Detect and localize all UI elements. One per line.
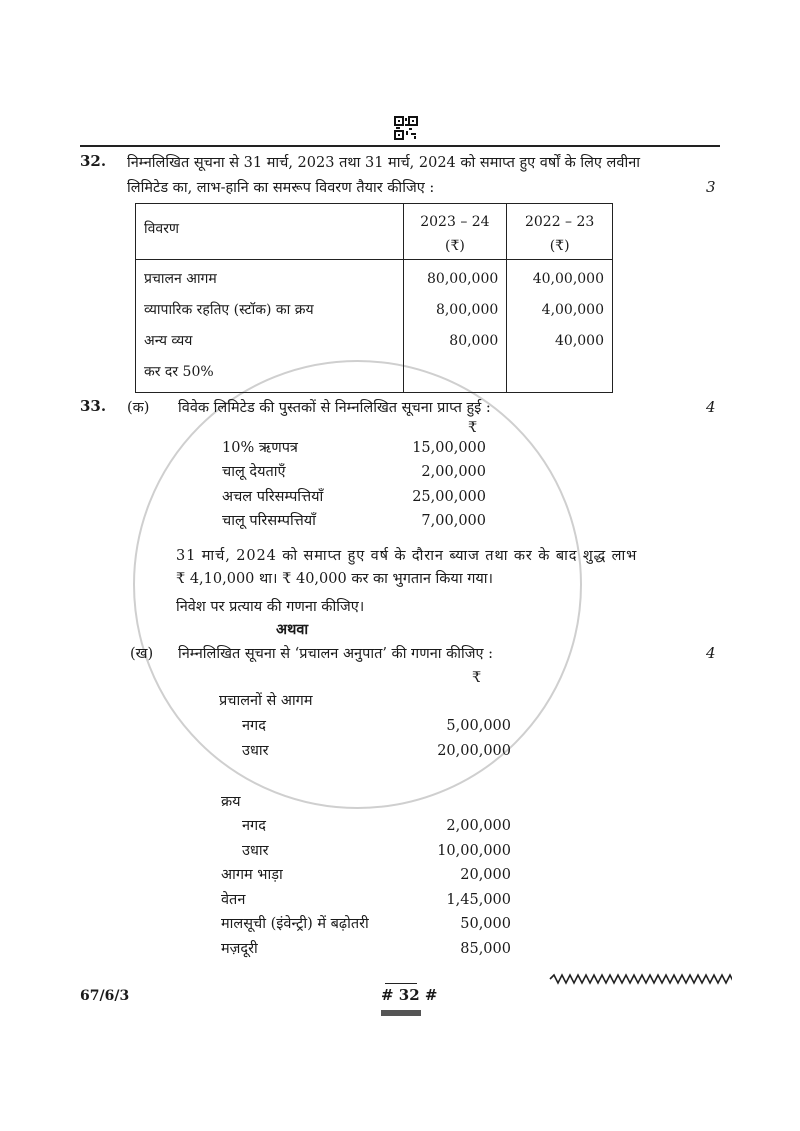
list-item-label: उधार — [242, 843, 269, 859]
table-cell: 40,00,000 — [532, 271, 604, 287]
table-header: विवरण — [144, 221, 180, 237]
question-text: निम्नलिखित सूचना से ‘प्रचालन अनुपात’ की गणना कीजिए : — [178, 646, 494, 662]
list-item-label: अचल परिसम्पत्तियाँ — [222, 489, 324, 505]
exam-code: 67/6/3 — [80, 988, 130, 1004]
table-cell: 80,000 — [449, 333, 499, 349]
header-rule — [80, 145, 720, 147]
list-item-value: 20,00,000 — [437, 743, 511, 759]
question-number: 33. — [80, 397, 107, 415]
table-cell: प्रचालन आगम — [144, 271, 217, 287]
table-cell: कर दर 50% — [144, 364, 214, 380]
list-item-value: 50,000 — [460, 916, 511, 932]
list-item-value: 25,00,000 — [412, 489, 486, 505]
page-number-rule — [385, 983, 417, 984]
or-label: अथवा — [276, 621, 309, 638]
table-cell: 4,00,000 — [541, 302, 604, 318]
page-number-bar — [381, 1010, 421, 1016]
question-number: 32. — [80, 152, 107, 170]
list-item-value: 10,00,000 — [437, 843, 511, 859]
wavy-line-icon — [548, 972, 732, 986]
list-item-label: नगद — [242, 818, 266, 834]
table-cell: व्यापारिक रहतिए (स्टॉक) का क्रय — [144, 302, 314, 318]
comparative-statement-table — [135, 203, 613, 393]
question-text: विवेक लिमिटेड की पुस्तकों से निम्नलिखित सूचना प्राप्त हुई : — [178, 400, 491, 416]
list-item-value: 15,00,000 — [412, 440, 486, 456]
list-item-label: 10% ऋणपत्र — [222, 440, 298, 456]
qr-code-icon — [394, 116, 418, 140]
paragraph-text: ₹ 4,10,000 था। ₹ 40,000 कर का भुगतान किया गया। — [176, 571, 494, 587]
instruction-text: निवेश पर प्रत्याय की गणना कीजिए। — [176, 599, 365, 615]
list-item-value: 2,00,000 — [421, 464, 486, 480]
list-item-value: 20,000 — [460, 867, 511, 883]
list-item-value: 2,00,000 — [446, 818, 511, 834]
list-item-value: 5,00,000 — [446, 718, 511, 734]
question-marks: 4 — [706, 644, 716, 662]
currency-symbol: ₹ — [472, 670, 482, 686]
list-item-label: वेतन — [221, 892, 246, 908]
currency-symbol: ₹ — [468, 420, 478, 436]
part-label: (ख) — [130, 646, 154, 662]
list-item-label: चालू परिसम्पत्तियाँ — [222, 513, 316, 529]
list-item-label: मालसूची (इंवेन्ट्री) में बढ़ोतरी — [221, 916, 369, 932]
page-number: # 32 # — [381, 986, 438, 1004]
table-header-unit: (₹) — [444, 238, 465, 254]
question-text: निम्नलिखित सूचना से 31 मार्च, 2023 तथा 31 मार्च, 2024 को समाप्त हुए वर्षों के लिए लवीना — [127, 155, 640, 171]
section-heading: प्रचालनों से आगम — [219, 693, 313, 709]
question-marks: 3 — [706, 178, 716, 196]
table-header: 2022 – 23 — [524, 214, 595, 230]
question-marks: 4 — [706, 398, 716, 416]
list-item-label: आगम भाड़ा — [221, 867, 283, 883]
table-header: 2023 – 24 — [420, 214, 490, 230]
table-cell: अन्य व्यय — [144, 333, 193, 349]
part-label: (क) — [127, 400, 150, 416]
table-cell — [507, 357, 612, 388]
list-item-value: 1,45,000 — [446, 892, 511, 908]
list-item-label: उधार — [242, 743, 269, 759]
list-item-label: मज़दूरी — [221, 941, 258, 957]
table-header-unit: (₹) — [549, 238, 570, 254]
section-heading: क्रय — [221, 794, 241, 810]
paragraph-text: 31 मार्च, 2024 को समाप्त हुए वर्ष के दौरान ब्याज तथा कर के बाद शुद्ध लाभ — [176, 548, 638, 564]
table-cell: 8,00,000 — [435, 302, 499, 318]
list-item-value: 85,000 — [460, 941, 511, 957]
list-item-label: चालू देयताएँ — [222, 464, 286, 480]
table-cell: 80,00,000 — [427, 271, 499, 287]
list-item-value: 7,00,000 — [421, 513, 486, 529]
question-text: लिमिटेड का, लाभ-हानि का समरूप विवरण तैयार कीजिए : — [127, 180, 435, 196]
list-item-label: नगद — [242, 718, 266, 734]
table-cell — [404, 357, 507, 388]
table-cell: 40,000 — [555, 333, 604, 349]
